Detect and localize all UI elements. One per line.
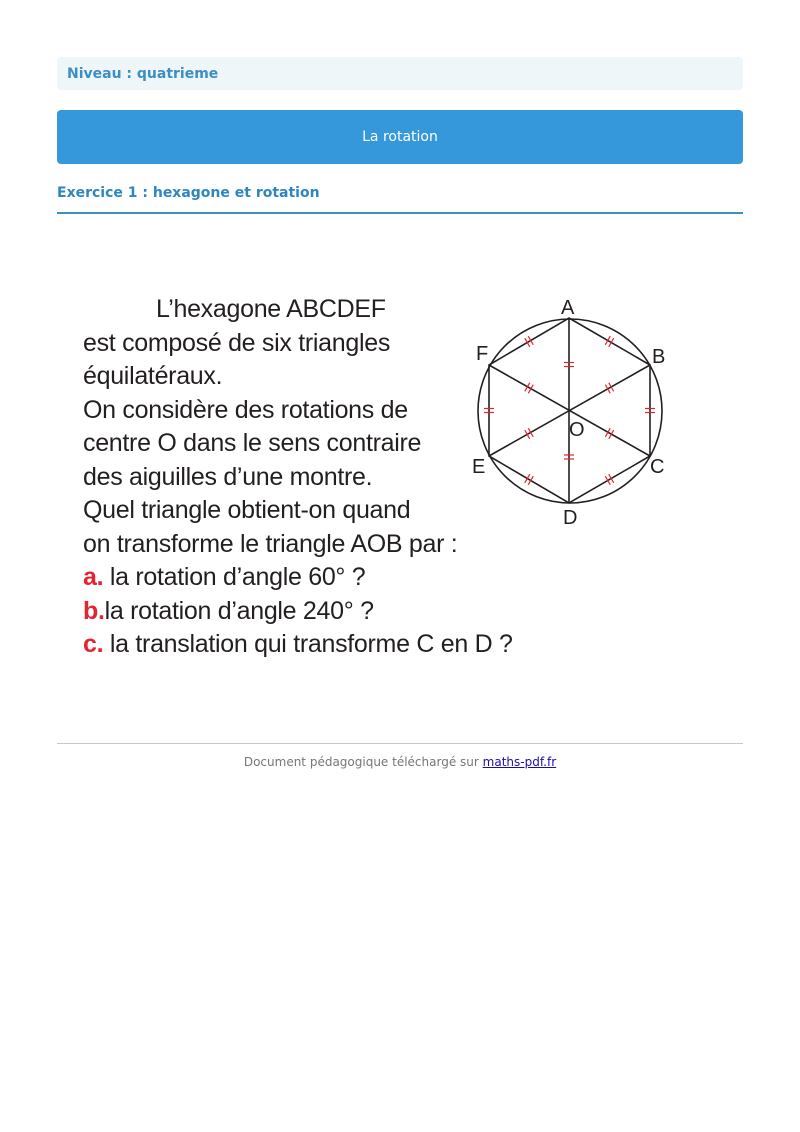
- center-label-o: O: [569, 419, 585, 441]
- vertex-label-f: F: [476, 343, 489, 365]
- vertex-label-c: C: [650, 456, 665, 478]
- tick-mark: [525, 474, 530, 483]
- footer-text: Document pédagogique téléchargé sur: [243, 755, 479, 769]
- exercise-figure: [57, 275, 743, 675]
- footer-link[interactable]: maths-pdf.fr: [482, 755, 557, 769]
- statement-line: des aiguilles d’une montre.: [83, 462, 373, 491]
- vertex-label-d: D: [563, 507, 578, 529]
- question-b: [83, 595, 513, 629]
- page-title: La rotation: [57, 110, 743, 164]
- tick-mark: [525, 338, 530, 347]
- question-marker: b.: [83, 596, 105, 625]
- vertex-label-a: A: [561, 297, 575, 319]
- question-c: [83, 628, 513, 662]
- tick-mark: [609, 338, 614, 347]
- footer: [0, 755, 800, 769]
- statement-line: on transforme le triangle AOB par :: [83, 529, 458, 558]
- question-text: la rotation d’angle 60° ?: [109, 563, 366, 591]
- tick-mark: [528, 476, 533, 485]
- footer-divider: [57, 743, 743, 744]
- tick-mark: [609, 474, 614, 483]
- vertex-label-e: E: [472, 456, 486, 478]
- statement-line: Quel triangle obtient-on quand: [83, 496, 411, 524]
- statement-line: équilatéraux.: [83, 362, 223, 390]
- statement-line: On considère des rotations de: [83, 395, 408, 424]
- statement-line: centre O dans le sens contraire: [83, 429, 422, 457]
- tick-mark: [528, 336, 533, 345]
- exercise-heading: Exercice 1 : hexagone et rotation: [57, 185, 743, 214]
- level-label: Niveau : quatrieme: [57, 57, 743, 90]
- tick-mark: [605, 336, 610, 345]
- vertex-label-b: B: [652, 346, 666, 368]
- question-text: la translation qui transforme C en D ?: [109, 630, 513, 658]
- statement-line: L’hexagone ABCDEF: [156, 295, 386, 323]
- question-marker: a.: [83, 563, 104, 591]
- question-marker: c.: [83, 630, 104, 658]
- question-a: [83, 561, 513, 595]
- tick-mark: [605, 476, 610, 485]
- hexagon-diagram: [457, 290, 687, 535]
- hexagon-diagonals: [489, 318, 650, 503]
- statement-line: est composé de six triangles: [83, 328, 391, 357]
- question-text: la rotation d’angle 240° ?: [104, 596, 374, 625]
- exercise-statement: [83, 293, 513, 662]
